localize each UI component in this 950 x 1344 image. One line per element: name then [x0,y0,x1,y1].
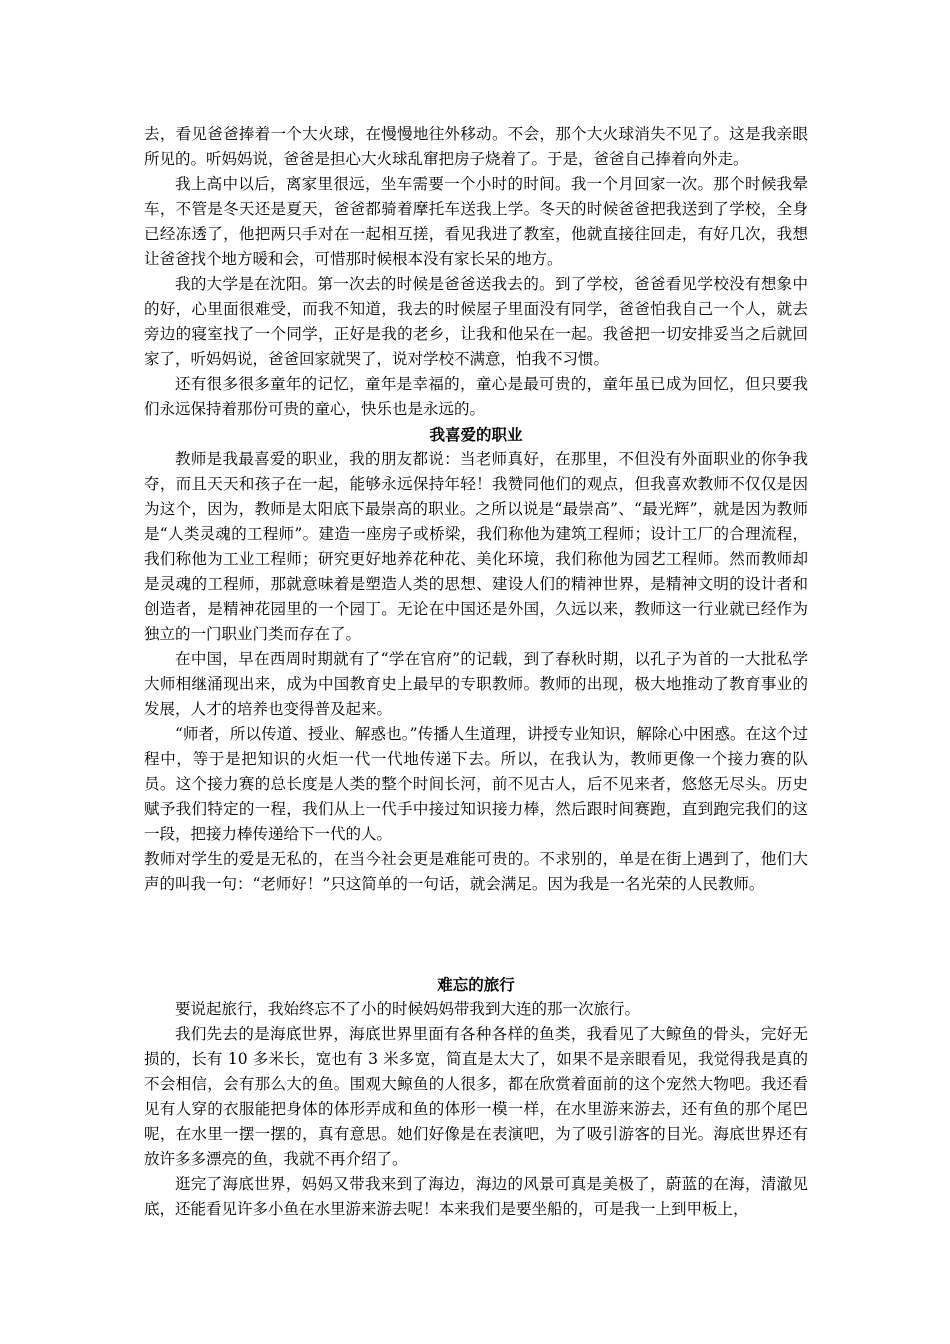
paragraph: 逛完了海底世界，妈妈又带我来到了海边，海边的风景可真是美极了，蔚蓝的在海，清澈见底，还能看见许多小鱼在水里游来游去呢！本来我们是要坐船的，可是我一上到甲板上， [144,1175,808,1218]
paragraph: 要说起旅行，我始终忘不了小的时候妈妈带我到大连的那一次旅行。 [175,1000,641,1018]
section-heading: 难忘的旅行 [437,975,515,994]
paragraph: 教师对学生的爱是无私的，在当今社会更是难能可贵的。不求别的，单是在街上遇到了，他们大声的叫我一句：“老师好！”只这简单的一句话，就会满足。因为我是一名光荣的人民教师。 [144,850,808,893]
paragraph: 我的大学是在沈阳。第一次去的时候是爸爸送我去的。到了学校，爸爸看见学校没有想象中的好，心里面很难受，而我不知道，我去的时候屋子里面没有同学，爸爸怕我自己一个人，就去旁边的寝室找了一个同学，正好是我的老乡，让我和他呆在一起。我爸把一切安排妥当之后就回家了，听妈妈说，爸爸回家就哭了，说对学校不满意，怕我不习惯。 [144,275,808,368]
paragraph: 教师是我最喜爱的职业，我的朋友都说：当老师真好，在那里，不但没有外面职业的你争我夺，而且天天和孩子在一起，能够永远保持年轻！我赞同他们的观点，但我喜欢教师不仅仅是因为这个，因为，教师是太阳底下最崇高的职业。之所以说是“最崇高”、“最光辉”，就是因为教师是“人类灵魂的工程师”。建造一座房子或桥梁，我们称他为建筑工程师；设计工厂的合理流程，我们称他为工业工程师；研究更好地养花种花、美化环境，我们称他为园艺工程师。然而教师却是灵魂的工程师，那就意味着是塑造人类的思想、建设人们的精神世界，是精神文明的设计者和创造者，是精神花园里的一个园丁。无论在中国还是外国，久远以来，教师这一行业就已经作为独立的一门职业门类而存在了。 [144,450,808,643]
blank-space [144,897,808,972]
paragraph: 在中国，早在西周时期就有了“学在官府”的记载，到了春秋时期，以孔子为首的一大批私学大师相继涌现出来，成为中国教育史上最早的专职教师。教师的出现，极大地推动了教育事业的发展，人才的培养也变得普及起来。 [144,650,808,718]
paragraph: 我上高中以后，离家里很远，坐车需要一个小时的时间。我一个月回家一次。那个时候我晕车，不管是冬天还是夏天，爸爸都骑着摩托车送我上学。冬天的时候爸爸把我送到了学校，全身已经冻透了，他把两只手对在一起相互搓，看见我进了教室，他就直接往回走，有好几次，我想让爸爸找个地方暖和会，可惜那时候根本没有家长呆的地方。 [144,175,808,268]
paragraph: “师者，所以传道、授业、解惑也。”传播人生道理，讲授专业知识，解除心中困惑。在这个过程中，等于是把知识的火炬一代一代地传递下去。所以，在我认为，教师更像一个接力赛的队员。这个接力赛的总长度是人类的整个时间长河，前不见古人，后不见来者，悠悠无尽头。历史赋予我们特定的一程，我们从上一代手中接过知识接力棒，然后跟时间赛跑，直到跑完我们的这一段，把接力棒传递给下一代的人。 [144,725,808,843]
paragraph: 去，看见爸爸捧着一个大火球，在慢慢地往外移动。不会，那个大火球消失不见了。这是我亲眼所见的。听妈妈说，爸爸是担心大火球乱窜把房子烧着了。于是，爸爸自己捧着向外走。 [144,125,808,168]
paragraph: 我们先去的是海底世界，海底世界里面有各种各样的鱼类，我看见了大鲸鱼的骨头，完好无损的，长有 10 多米长，宽也有 3 米多宽，简直是太大了，如果不是亲眼看见，我觉得我是真的不会相信，会有那么大的鱼。围观大鲸鱼的人很多，都在欣赏着面前的这个宠然大物吧。我还看见有人穿的衣服能把身体的体形弄成和鱼的体形一模一样，在水里游来游去，还有鱼的那个尾巴呢，在水里一摆一摆的，真有意思。她们好像是在表演吧，为了吸引游客的目光。海底世界还有放许多多漂亮的鱼，我就不再介绍了。 [144,1025,808,1168]
document-body [144,122,808,1222]
section-heading: 我喜爱的职业 [429,425,523,444]
paragraph: 还有很多很多童年的记忆，童年是幸福的，童心是最可贵的，童年虽已成为回忆，但只要我们永远保持着那份可贵的童心，快乐也是永远的。 [144,375,808,418]
